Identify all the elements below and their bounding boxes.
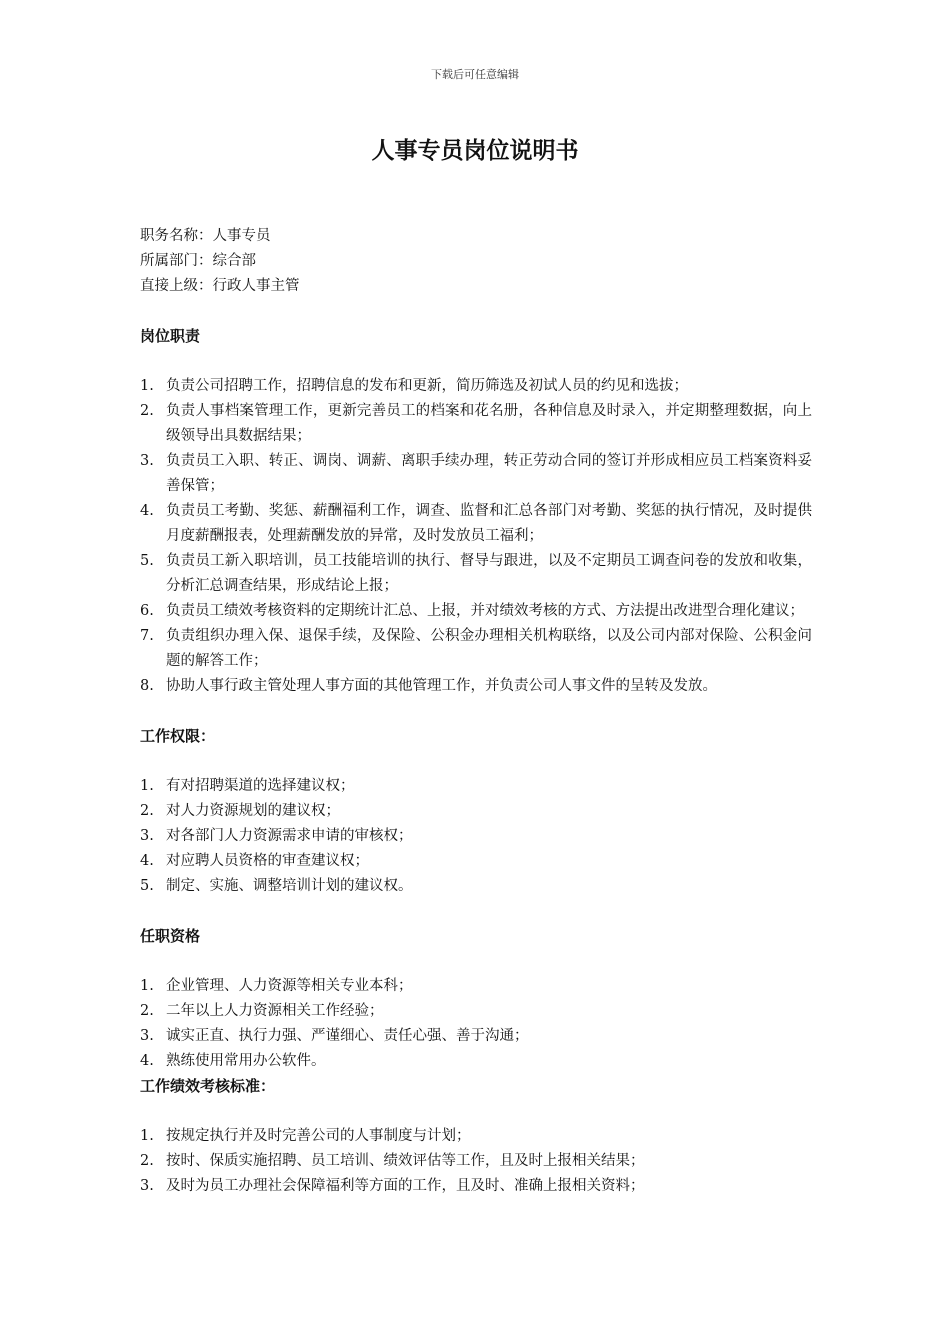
performance-list [140, 1124, 812, 1199]
item-text: 协助人事行政主管处理人事方面的其他管理工作，并负责公司人事文件的呈转及发放。 [166, 678, 717, 694]
authority-list [140, 774, 812, 899]
item-text: 按规定执行并及时完善公司的人事制度与计划； [166, 1128, 471, 1144]
section-heading-performance: 工作绩效考核标准： [140, 1077, 276, 1095]
section-heading-qualifications: 任职资格 [140, 927, 201, 945]
list-item [140, 399, 812, 449]
item-text: 对应聘人员资格的审查建议权； [166, 853, 369, 869]
section-heading-authority: 工作权限： [140, 727, 216, 745]
item-text: 负责组织办理入保、退保手续，及保险、公积金办理相关机构联络，以及公司内部对保险、公积金问题的解答工作； [166, 628, 812, 669]
list-item [140, 449, 812, 499]
document-body [140, 224, 812, 1199]
info-job-title: 职务名称：人事专员 [140, 228, 271, 244]
item-number: 8. [140, 678, 154, 694]
item-text: 制定、实施、调整培训计划的建议权。 [166, 878, 413, 894]
item-number: 3. [140, 828, 154, 844]
item-text: 负责公司招聘工作，招聘信息的发布和更新，简历筛选及初试人员的约见和选拔； [166, 378, 688, 394]
item-text: 有对招聘渠道的选择建议权； [166, 778, 355, 794]
item-number: 5. [140, 553, 154, 569]
item-text: 负责员工新入职培训，员工技能培训的执行、督导与跟进，以及不定期员工调查问卷的发放和收集，分析汇总调查结果，形成结论上报； [166, 553, 812, 594]
item-number: 4. [140, 853, 154, 869]
item-number: 2. [140, 803, 154, 819]
list-item [140, 1149, 812, 1174]
item-number: 2. [140, 1003, 154, 1019]
section-heading-duties: 岗位职责 [140, 327, 201, 345]
item-number: 1. [140, 1128, 154, 1144]
item-number: 7. [140, 628, 154, 644]
item-number: 5. [140, 878, 154, 894]
list-item [140, 1024, 812, 1049]
item-number: 1. [140, 778, 154, 794]
item-number: 4. [140, 503, 154, 519]
list-item [140, 624, 812, 674]
item-text: 二年以上人力资源相关工作经验； [166, 1003, 384, 1019]
item-text: 熟练使用常用办公软件。 [166, 1053, 326, 1069]
item-number: 6. [140, 603, 154, 619]
list-item [140, 874, 812, 899]
item-number: 1. [140, 978, 154, 994]
item-number: 4. [140, 1053, 154, 1069]
item-text: 企业管理、人力资源等相关专业本科； [166, 978, 413, 994]
list-item [140, 774, 812, 799]
item-text: 对人力资源规划的建议权； [166, 803, 340, 819]
item-text: 诚实正直、执行力强、严谨细心、责任心强、善于沟通； [166, 1028, 529, 1044]
list-item [140, 849, 812, 874]
item-number: 1. [140, 378, 154, 394]
header-note: 下载后可任意编辑 [431, 68, 519, 81]
list-item [140, 599, 812, 624]
item-text: 对各部门人力资源需求申请的审核权； [166, 828, 413, 844]
item-number: 2. [140, 403, 154, 419]
list-item [140, 999, 812, 1024]
list-item [140, 549, 812, 599]
list-item [140, 974, 812, 999]
item-text: 负责员工考勤、奖惩、薪酬福利工作，调查、监督和汇总各部门对考勤、奖惩的执行情况，及时提供月度薪酬报表，处理薪酬发放的异常，及时发放员工福利； [166, 503, 812, 544]
item-text: 及时为员工办理社会保障福利等方面的工作，且及时、准确上报相关资料； [166, 1178, 645, 1194]
qualifications-list [140, 974, 812, 1074]
list-item [140, 374, 812, 399]
list-item [140, 1124, 812, 1149]
item-text: 按时、保质实施招聘、员工培训、绩效评估等工作，且及时上报相关结果； [166, 1153, 645, 1169]
list-item [140, 674, 812, 699]
list-item [140, 824, 812, 849]
item-number: 2. [140, 1153, 154, 1169]
info-department: 所属部门：综合部 [140, 253, 256, 269]
item-number: 3. [140, 1028, 154, 1044]
item-number: 3. [140, 1178, 154, 1194]
item-text: 负责员工入职、转正、调岗、调薪、离职手续办理，转正劳动合同的签订并形成相应员工档案资料妥善保管； [166, 453, 812, 494]
info-supervisor: 直接上级：行政人事主管 [140, 278, 300, 294]
list-item [140, 799, 812, 824]
list-item [140, 1049, 812, 1074]
duties-list [140, 374, 812, 699]
document-title: 人事专员岗位说明书 [371, 138, 579, 164]
list-item [140, 1174, 812, 1199]
item-text: 负责员工绩效考核资料的定期统计汇总、上报，并对绩效考核的方式、方法提出改进型合理化建议； [166, 603, 804, 619]
item-number: 3. [140, 453, 154, 469]
list-item [140, 499, 812, 549]
item-text: 负责人事档案管理工作，更新完善员工的档案和花名册，各种信息及时录入，并定期整理数据，向上级领导出具数据结果； [166, 403, 812, 444]
